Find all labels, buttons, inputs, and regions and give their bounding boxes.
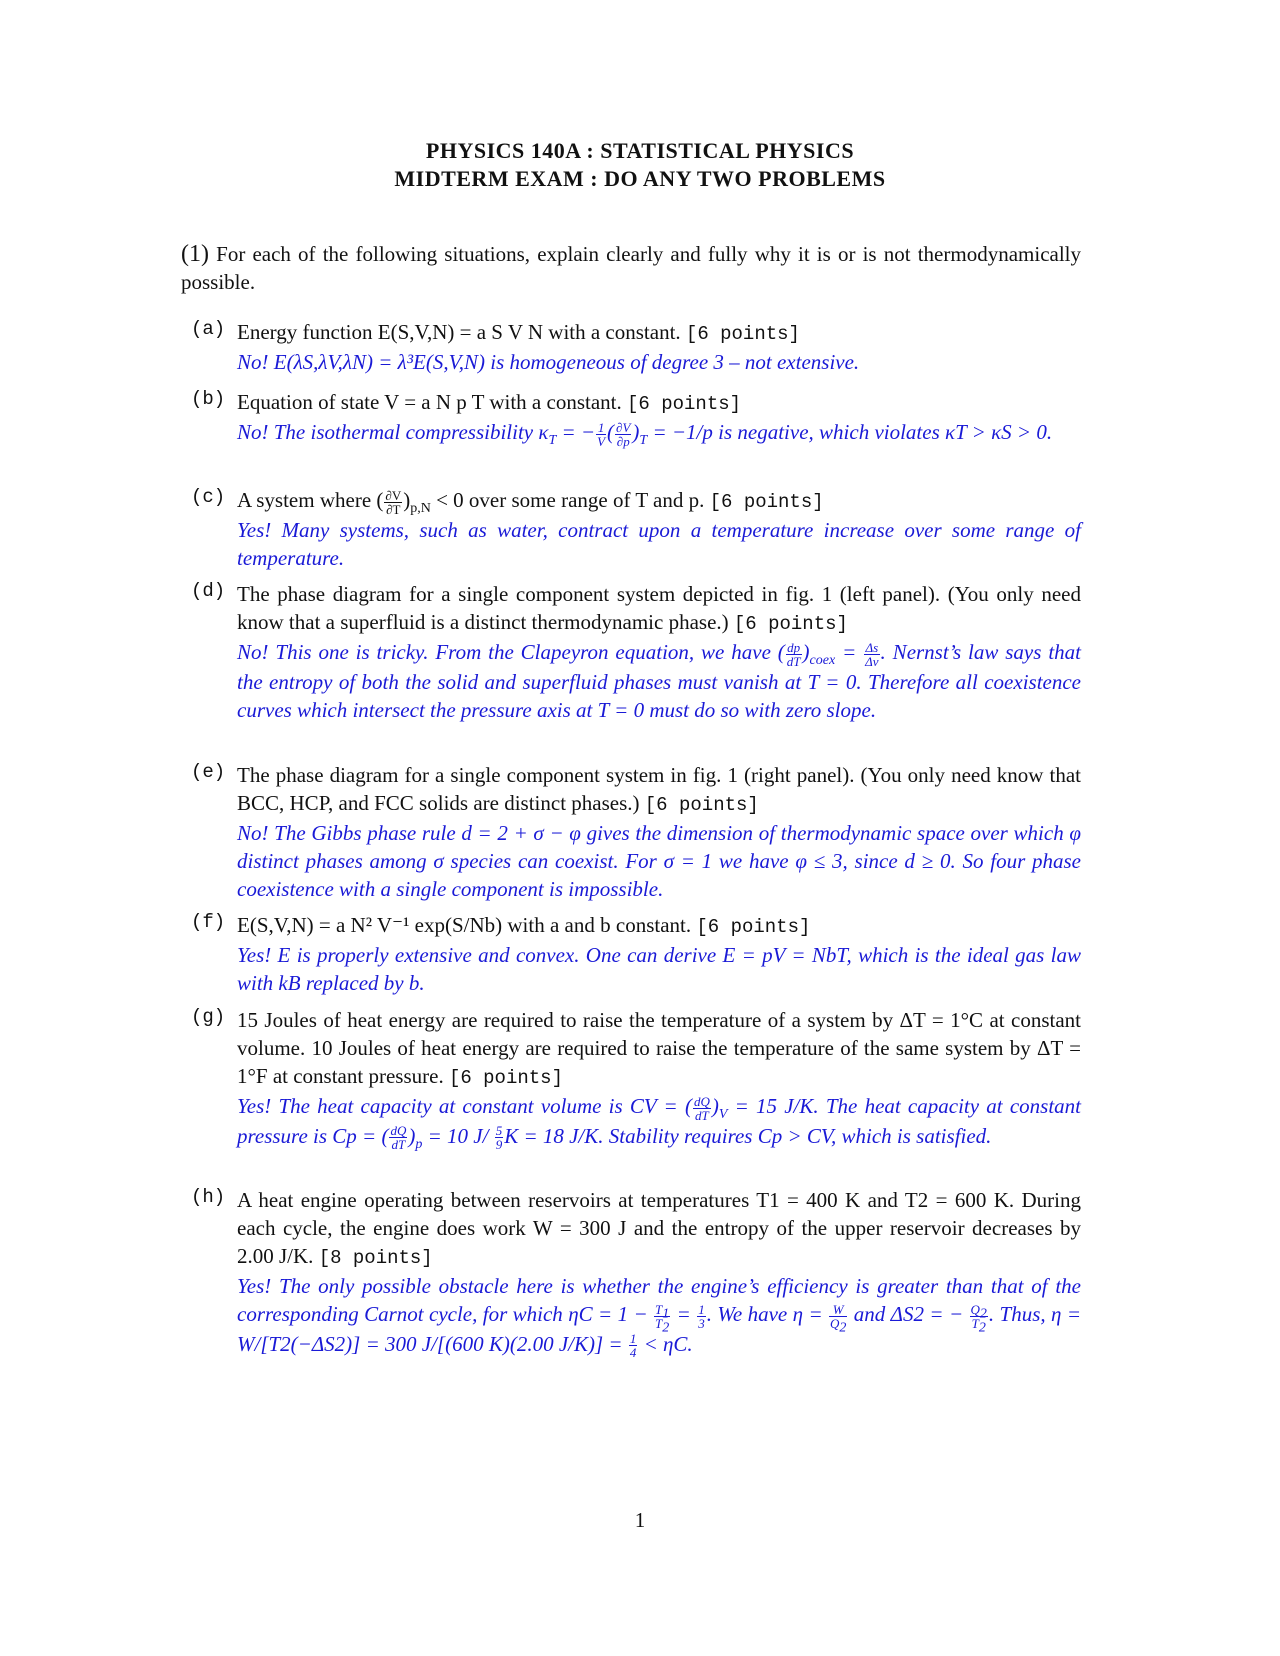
answer-text: = −1/p is negative, which violates κT > κS > 0. [647, 420, 1053, 444]
points-badge: [6 points] [685, 323, 800, 345]
item-label: (a) [191, 318, 226, 340]
answer-text: Yes! The only possible obstacle here is whether the engine’s efficiency is greater than that of the corresponding Carnot cycle, for which ηC = 1 − [237, 1274, 1081, 1326]
question-text: Equation of state V = a N p T with a constant. [237, 390, 622, 414]
item-question [237, 761, 1081, 819]
question-text: < 0 over some range of T and p. [430, 488, 705, 512]
item-label: (c) [191, 486, 226, 508]
question-text: The phase diagram for a single component system depicted in fig. 1 (left panel). (You only need know that a superfluid is a distinct thermodynamic phase.) [237, 582, 1081, 634]
points-badge: [6 points] [627, 393, 742, 415]
points-badge: [6 points] [448, 1067, 563, 1089]
answer-text: K = 18 J/K. Stability requires Cp > CV, which is satisfied. [504, 1123, 992, 1148]
item-label: (f) [191, 911, 226, 933]
question-text: Energy function E(S,V,N) = a S V N with a constant. [237, 320, 681, 344]
page-number: 1 [634, 1508, 646, 1532]
item-answer: Yes! The only possible obstacle here is whether the engine’s efficiency is greater than that of the corresponding Carnot cycle, for which ηC = 1 − $\frac{T_1}{T_2}$ = $\frac{1}{3}$ . We have η = $\frac{W}{Q_2}$ and ΔS2 = − $\frac{Q_2}{T_2}$ . Thus, η = W/[T2(−ΔS2)] = 300 J/[(600 K)(2.00 J/K)] = $\frac{1}{4}$ < ηC. [237, 1274, 1082, 1361]
points-badge: [8 points] [318, 1247, 433, 1269]
item-question [237, 1006, 1081, 1092]
points-badge: [6 points] [644, 794, 759, 816]
item-h [191, 1186, 1081, 1359]
item-label: (b) [191, 388, 226, 410]
answer-text: . We have η = [706, 1302, 829, 1326]
answer-text: = 15 J/K. The heat capacity at constant pressure is Cp = [237, 1094, 1081, 1148]
question-text: E(S,V,N) = a N² V⁻¹ exp(S/Nb) with a and b constant. [237, 913, 692, 937]
question-text: A heat engine operating between reservoirs at temperatures T1 = 400 K and T2 = 600 K. During each cycle, the engine does work W = 300 J and the entropy of the upper reservoir decreases by 2.00 J/K. [237, 1188, 1081, 1268]
item-label: (g) [191, 1006, 226, 1028]
answer-text: < ηC. [638, 1331, 693, 1356]
item-answer: Yes! E is properly extensive and convex. One can derive E = pV = NbT, which is the ideal gas law with kB replaced by b. [237, 943, 1081, 995]
item-answer: No! The Gibbs phase rule d = 2 + σ − φ gives the dimension of thermodynamic space over which φ distinct phases among σ species can coexist. For σ = 1 we have φ ≤ 3, since d ≥ 0. So four phase coexistence with a single component is impossible. [237, 821, 1081, 901]
item-d [191, 580, 1081, 724]
item-question [237, 318, 1081, 348]
item-f [191, 911, 1081, 997]
question-text: A system where [237, 488, 377, 512]
exam-title: MIDTERM EXAM : DO ANY TWO PROBLEMS [394, 166, 886, 191]
item-question [237, 1186, 1081, 1272]
points-badge: [6 points] [733, 613, 848, 635]
item-c [191, 486, 1081, 572]
points-badge: [6 points] [709, 491, 824, 513]
problem-intro [181, 240, 1081, 296]
item-answer: No! This one is tricky. From the Clapeyron equation, we have ( $\frac{dp}{dT}$ )$_{coex}$ = $\frac{\Delta s}{\Delta v}$ . Nernst’s law says that the entropy of both the solid and superfluid phases must vanish at T = 0. Therefore all coexistence curves which intersect the pressure axis at T = 0 must do so with zero slope. [237, 639, 1081, 722]
item-answer: No! The isothermal compressibility $\kappa_T$ = − $\frac{1}{V}$ ( $\frac{\partial V}{\partial p}$ )$_T = -1/p$ is negative, which violates κT > κS > 0. [237, 419, 1053, 449]
points-badge: [6 points] [696, 916, 811, 938]
problem-number: (1) [181, 241, 209, 267]
answer-text: and ΔS2 = − [848, 1302, 969, 1326]
item-question [237, 388, 1081, 418]
item-question: A system where ( $\frac{\partial V}{\partial T}$ )$_{p,N} < 0$ over some range of T and p. [6 points] [237, 487, 824, 517]
item-b [191, 388, 1081, 448]
item-label: (e) [191, 761, 226, 783]
item-a [191, 318, 1081, 376]
item-e [191, 761, 1081, 903]
answer-text: . Nernst’s law says that the entropy of both the solid and superfluid phases must vanish at T = 0. Therefore all coexistence curves which intersect the pressure axis at T = 0 must do so with zero slope. [237, 640, 1081, 722]
question-text: The phase diagram for a single component system in fig. 1 (right panel). (You only need know that BCC, HCP, and FCC solids are distinct phases.) [237, 763, 1081, 815]
answer-text: No! This one is tricky. From the Clapeyron equation, we have [237, 640, 778, 664]
answer-text: = 10 J/ [422, 1123, 494, 1148]
item-answer: Yes! The heat capacity at constant volume is CV = ( $\frac{dQ}{dT}$ )$_V = 15$ J/K. The heat capacity at constant pressure is Cp = ( $\frac{dQ}{dT}$ )$_p = 10$ J/ $\frac{5}{9}$ K = 18 J/K. Stability requires Cp > CV, which is satisfied. [237, 1093, 1081, 1153]
item-answer: Yes! Many systems, such as water, contract upon a temperature increase over some range of temperature. [237, 518, 1081, 570]
course-title: PHYSICS 140A : STATISTICAL PHYSICS [425, 138, 855, 163]
item-label: (d) [191, 580, 226, 602]
item-g [191, 1006, 1081, 1151]
question-text: 15 Joules of heat energy are required to raise the temperature of a system by ΔT = 1°C at constant volume. 10 Joules of heat energy are required to raise the temperature of the same system by ΔT = 1°F at constant pressure. [237, 1008, 1081, 1088]
item-answer: No! E(λS,λV,λN) = λ³E(S,V,N) is homogeneous of degree 3 – not extensive. [237, 350, 860, 374]
item-question [237, 580, 1081, 638]
item-label: (h) [191, 1186, 226, 1208]
problem-statement: For each of the following situations, explain clearly and fully why it is or is not thermodynamically possible. [181, 242, 1082, 294]
answer-text: . Thus, η = W/[T2(−ΔS2)] = 300 J/[(600 K)(2.00 J/K)] = [237, 1302, 1082, 1356]
answer-text: No! The isothermal compressibility κ [237, 420, 549, 444]
item-question [237, 911, 1081, 941]
answer-text: Yes! The heat capacity at constant volume is CV = [237, 1094, 685, 1118]
